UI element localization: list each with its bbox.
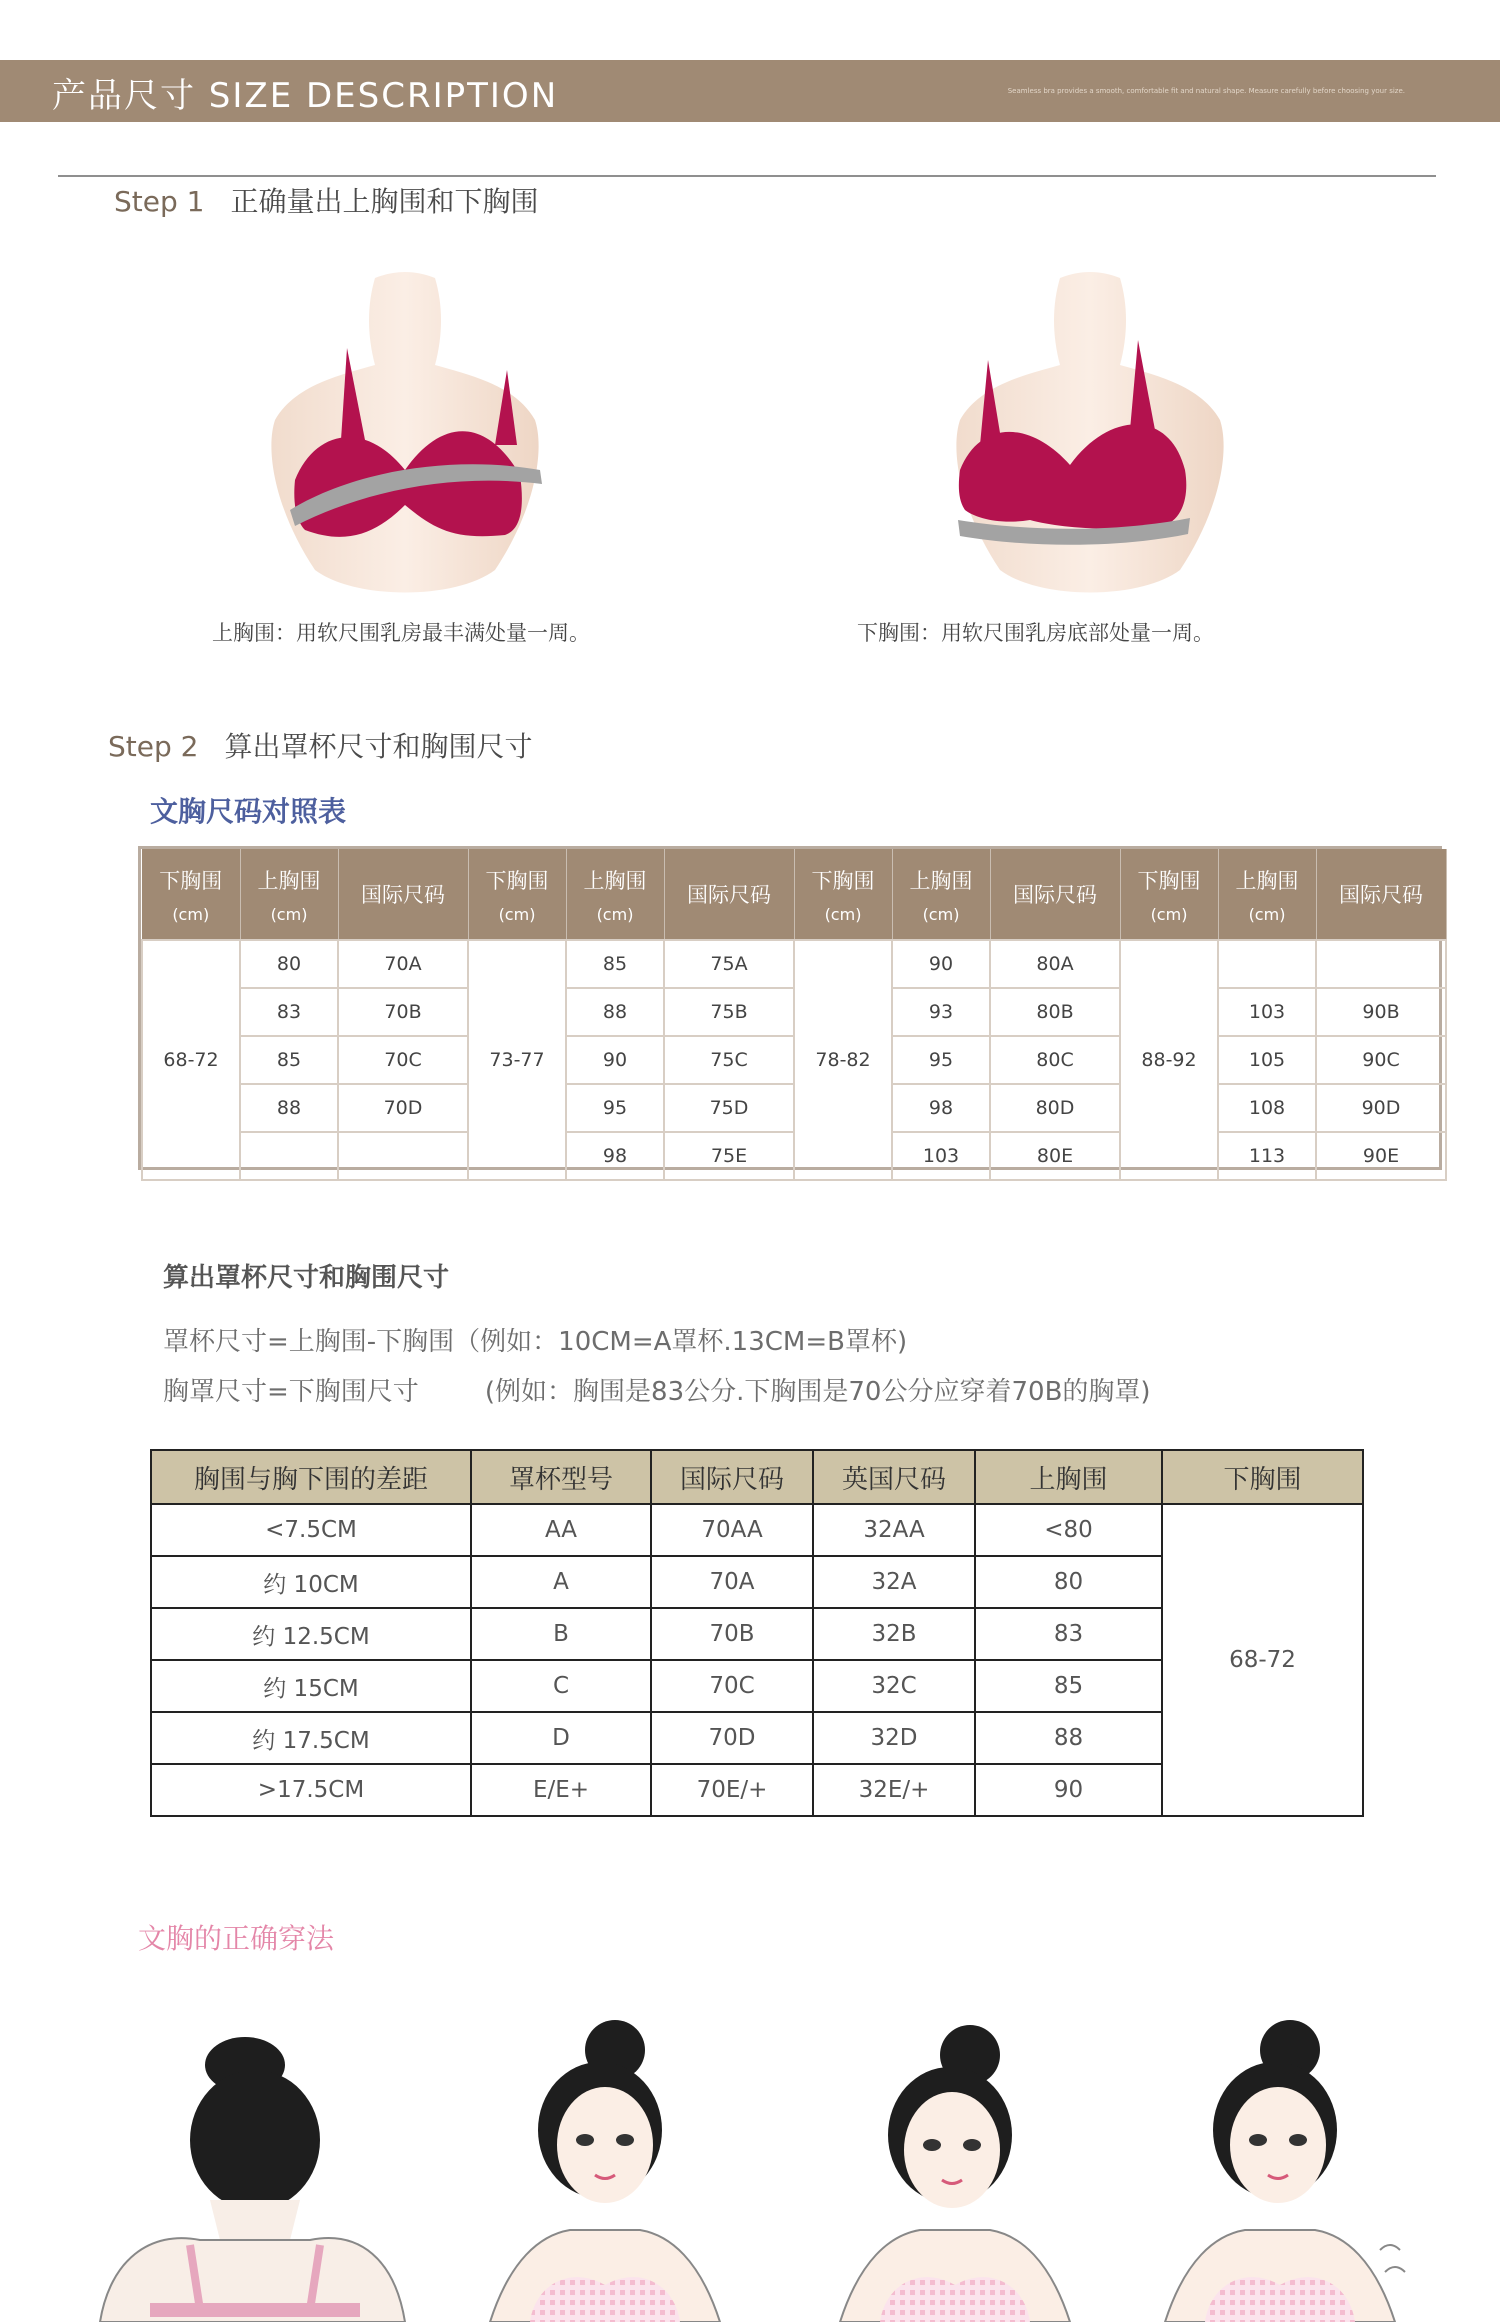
intl-cell: 90B: [1316, 988, 1446, 1036]
step1-heading: [114, 180, 538, 220]
header-under: 下胸围 (cm): [1120, 849, 1218, 940]
uk-cell: 32A: [813, 1556, 975, 1608]
header-under: 下胸围 (cm): [468, 849, 566, 940]
intl-cell: 80A: [990, 940, 1120, 988]
caption-under-bust: 下胸围：用软尺围乳房底部处量一周。: [857, 621, 1214, 645]
intl-cell: 70D: [651, 1712, 813, 1764]
header-over: 上胸围 (cm): [1218, 849, 1316, 940]
intl-cell: [338, 1132, 468, 1180]
intl-cell: 80B: [990, 988, 1120, 1036]
banner-fine-print: Seamless bra provides a smooth, comfortable fit and natural shape. Measure carefully before choosing your size.: [1007, 87, 1405, 95]
over-cell: 105: [1218, 1036, 1316, 1084]
table-row: [142, 940, 1446, 988]
header-intl: 国际尺码: [338, 849, 468, 940]
over-cell: 83: [975, 1608, 1162, 1660]
uk-cell: 32AA: [813, 1504, 975, 1556]
step1-label: Step 1: [114, 185, 205, 218]
size-chart-table: [138, 846, 1442, 1170]
over-cell: 83: [240, 988, 338, 1036]
uk-cell: 32E/+: [813, 1764, 975, 1816]
header-uk: 英国尺码: [813, 1450, 975, 1504]
uk-cell: 32D: [813, 1712, 975, 1764]
intl-cell: 70E/+: [651, 1764, 813, 1816]
header-under: 下胸围 (cm): [794, 849, 892, 940]
over-cell: 103: [1218, 988, 1316, 1036]
header-under: 下胸围: [1162, 1450, 1363, 1504]
over-cell: 103: [892, 1132, 990, 1180]
header-intl: 国际尺码: [990, 849, 1120, 940]
intl-cell: 90E: [1316, 1132, 1446, 1180]
intl-cell: 70C: [338, 1036, 468, 1084]
wearing-step-1-figure: [100, 2037, 405, 2322]
header-over: 上胸围 (cm): [892, 849, 990, 940]
under-cell: 68-72: [1162, 1504, 1363, 1816]
intl-cell: 70AA: [651, 1504, 813, 1556]
cup-cell: AA: [471, 1504, 651, 1556]
page-title: 产品尺寸 SIZE DESCRIPTION: [52, 76, 559, 116]
table-row: [151, 1504, 1363, 1556]
intl-cell: 70B: [338, 988, 468, 1036]
divider: [58, 175, 1436, 177]
over-cell: 85: [566, 940, 664, 988]
step1-title: 正确量出上胸围和下胸围: [230, 185, 539, 218]
difference-cell: 约 12.5CM: [151, 1608, 471, 1660]
cup-cell: C: [471, 1660, 651, 1712]
calc-title: 算出罩杯尺寸和胸围尺寸: [163, 1263, 450, 1293]
difference-cell: >17.5CM: [151, 1764, 471, 1816]
intl-cell: 75A: [664, 940, 794, 988]
intl-cell: 80C: [990, 1036, 1120, 1084]
under-range-cell: 88-92: [1120, 940, 1218, 1180]
wearing-step-4-figure: [1165, 2020, 1405, 2322]
intl-cell: 80D: [990, 1084, 1120, 1132]
over-cell: 95: [566, 1084, 664, 1132]
difference-cell: <7.5CM: [151, 1504, 471, 1556]
mannequin-upper-bust-illustration: [255, 270, 555, 610]
header-over: 上胸围: [975, 1450, 1162, 1504]
over-cell: 108: [1218, 1084, 1316, 1132]
header-difference: 胸围与胸下围的差距: [151, 1450, 471, 1504]
over-cell: 98: [892, 1084, 990, 1132]
intl-cell: 80E: [990, 1132, 1120, 1180]
header-intl: 国际尺码: [651, 1450, 813, 1504]
cup-size-table: [150, 1449, 1362, 1807]
intl-cell: [1316, 940, 1446, 988]
wearing-step-3-figure: [840, 2025, 1070, 2322]
over-cell: 80: [975, 1556, 1162, 1608]
wearing-title: 文胸的正确穿法: [138, 1922, 335, 1955]
wearing-step-2-figure: [490, 2020, 720, 2322]
header-over: 上胸围 (cm): [240, 849, 338, 940]
intl-cell: 75C: [664, 1036, 794, 1084]
mannequin-under-bust-illustration: [940, 270, 1240, 610]
uk-cell: 32C: [813, 1660, 975, 1712]
over-cell: 88: [975, 1712, 1162, 1764]
over-cell: [1218, 940, 1316, 988]
over-cell: <80: [975, 1504, 1162, 1556]
over-cell: 113: [1218, 1132, 1316, 1180]
over-cell: 98: [566, 1132, 664, 1180]
intl-cell: 75E: [664, 1132, 794, 1180]
step2-title: 算出罩杯尺寸和胸围尺寸: [224, 730, 533, 763]
cup-cell: E/E+: [471, 1764, 651, 1816]
over-cell: [240, 1132, 338, 1180]
wearing-steps-illustration: [90, 2010, 1440, 2322]
over-cell: 85: [975, 1660, 1162, 1712]
intl-cell: 90D: [1316, 1084, 1446, 1132]
cup-cell: A: [471, 1556, 651, 1608]
header-cup: 罩杯型号: [471, 1450, 651, 1504]
caption-upper-bust: 上胸围：用软尺围乳房最丰满处量一周。: [212, 621, 590, 645]
intl-cell: 70A: [651, 1556, 813, 1608]
difference-cell: 约 17.5CM: [151, 1712, 471, 1764]
cup-cell: D: [471, 1712, 651, 1764]
calc-line-cup: 罩杯尺寸=上胸围-下胸围（例如：10CM=A罩杯.13CM=B罩杯): [163, 1327, 908, 1357]
intl-cell: 70A: [338, 940, 468, 988]
under-range-cell: 73-77: [468, 940, 566, 1180]
difference-cell: 约 10CM: [151, 1556, 471, 1608]
over-cell: 93: [892, 988, 990, 1036]
over-cell: 80: [240, 940, 338, 988]
under-range-cell: 68-72: [142, 940, 240, 1180]
step2-heading: [108, 725, 532, 765]
header-intl: 国际尺码: [1316, 849, 1446, 940]
over-cell: 88: [566, 988, 664, 1036]
step2-label: Step 2: [108, 730, 199, 763]
cup-cell: B: [471, 1608, 651, 1660]
over-cell: 90: [892, 940, 990, 988]
size-chart-title: 文胸尺码对照表: [150, 795, 347, 828]
over-cell: 88: [240, 1084, 338, 1132]
intl-cell: 75D: [664, 1084, 794, 1132]
header-intl: 国际尺码: [664, 849, 794, 940]
header-under: 下胸围 (cm): [142, 849, 240, 940]
over-cell: 90: [566, 1036, 664, 1084]
under-range-cell: 78-82: [794, 940, 892, 1180]
over-cell: 95: [892, 1036, 990, 1084]
over-cell: 90: [975, 1764, 1162, 1816]
size-chart-header-row: [142, 849, 1446, 940]
intl-cell: 75B: [664, 988, 794, 1036]
cup-table-header-row: [151, 1450, 1363, 1504]
difference-cell: 约 15CM: [151, 1660, 471, 1712]
over-cell: 85: [240, 1036, 338, 1084]
intl-cell: 70C: [651, 1660, 813, 1712]
intl-cell: 90C: [1316, 1036, 1446, 1084]
intl-cell: 70B: [651, 1608, 813, 1660]
header-over: 上胸围 (cm): [566, 849, 664, 940]
intl-cell: 70D: [338, 1084, 468, 1132]
uk-cell: 32B: [813, 1608, 975, 1660]
calc-line-band: 胸罩尺寸=下胸围尺寸 (例如：胸围是83公分.下胸围是70公分应穿着70B的胸罩): [163, 1377, 1151, 1407]
